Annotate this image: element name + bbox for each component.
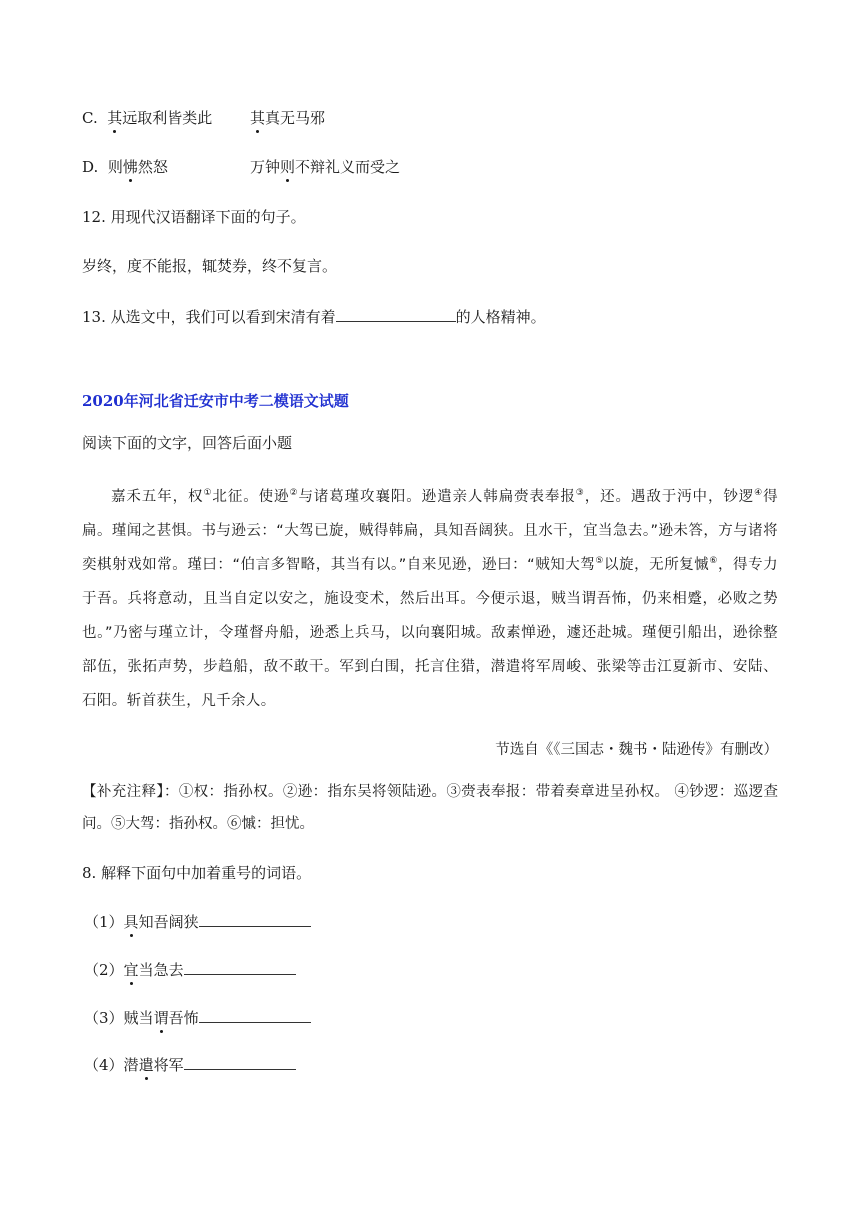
option-d-right: 万钟则不辩礼义而受之: [250, 158, 401, 176]
question-13: 13. 从选文中，我们可以看到宋清有着 的人格精神。: [82, 305, 546, 327]
answer-blank[interactable]: [184, 1053, 296, 1070]
emphasis-char: 则: [280, 158, 296, 176]
question-8-item-1: （1）具知吾阔狭: [84, 910, 311, 932]
answer-blank[interactable]: [199, 1006, 311, 1023]
option-c-left: C. 其远取利皆类此: [82, 109, 213, 127]
answer-blank[interactable]: [336, 305, 456, 322]
option-d-left: D. 则怫然怒: [82, 158, 168, 176]
emphasis-char: 宜: [123, 961, 139, 979]
passage: 嘉禾五年，权①北征。使逊②与诸葛瑾攻襄阳。逊遣亲人韩扁赍表奉报③，还。遇敌于沔中，钞逻④得扁。瑾闻之甚惧。书与逊云：“大驾已旋，贼得韩扁，具知吾阔狭。且水干，宜当急去。”逊未答，方与诸将奕棋射戏如常。瑾曰：“伯言多智略，其当有以。”自来见逊，逊曰：“贼知大驾⑤以旋，无所复慽⑥，得专力于吾。兵将意动，且当自定以安之，施设变术，然后出耳。今便示退，贼当谓吾怖，仍来相蹙，必败之势也。”乃密与瑾立计，令瑾督舟船，逊悉上兵马，以向襄阳城。敌素惮逊，遽还赴城。瑾便引船出，逊徐整部伍，张拓声势，步趋船，敌不敢干。军到白围，托言住猎，潜遣将军周峻、张梁等击江夏新市、安陆、石阳。斩首获生，凡千余人。: [82, 488, 779, 709]
question-8-prompt: 8. 解释下面句中加着重号的词语。: [82, 864, 312, 882]
section-title: 2020年河北省迁安市中考二模语文试题: [82, 392, 349, 410]
emphasis-char: 怫: [122, 158, 138, 176]
supplementary-notes: 【补充注释】：①权：指孙权。②逊：指东吴将领陆逊。③赍表奉报：带着奏章进呈孙权。 ④钞逻：巡逻查问。⑤大驾：指孙权。⑥慽：担忧。: [82, 784, 779, 832]
emphasis-char: 谓: [153, 1009, 169, 1027]
emphasis-char: 其: [107, 109, 123, 127]
option-c-right: 其真无马邪: [250, 109, 326, 127]
answer-blank[interactable]: [184, 958, 296, 975]
source-citation: 节选自《《三国志・魏书・陆逊传》有删改）: [495, 742, 778, 758]
emphasis-char: 具: [123, 913, 139, 931]
answer-blank[interactable]: [199, 910, 311, 927]
question-8-item-3: （3）贼当谓吾怖: [84, 1006, 311, 1028]
instruction: 阅读下面的文字，回答后面小题: [82, 434, 293, 452]
question-8-item-4: （4）潜遣将军: [84, 1053, 296, 1075]
question-12-prompt: 12. 用现代汉语翻译下面的句子。: [82, 208, 306, 226]
emphasis-char: 遣: [138, 1056, 154, 1074]
question-8-item-2: （2）宜当急去: [84, 958, 296, 980]
question-12-sentence: 岁终，度不能报，辄焚券，终不复言。: [82, 257, 338, 275]
emphasis-char: 其: [250, 109, 266, 127]
